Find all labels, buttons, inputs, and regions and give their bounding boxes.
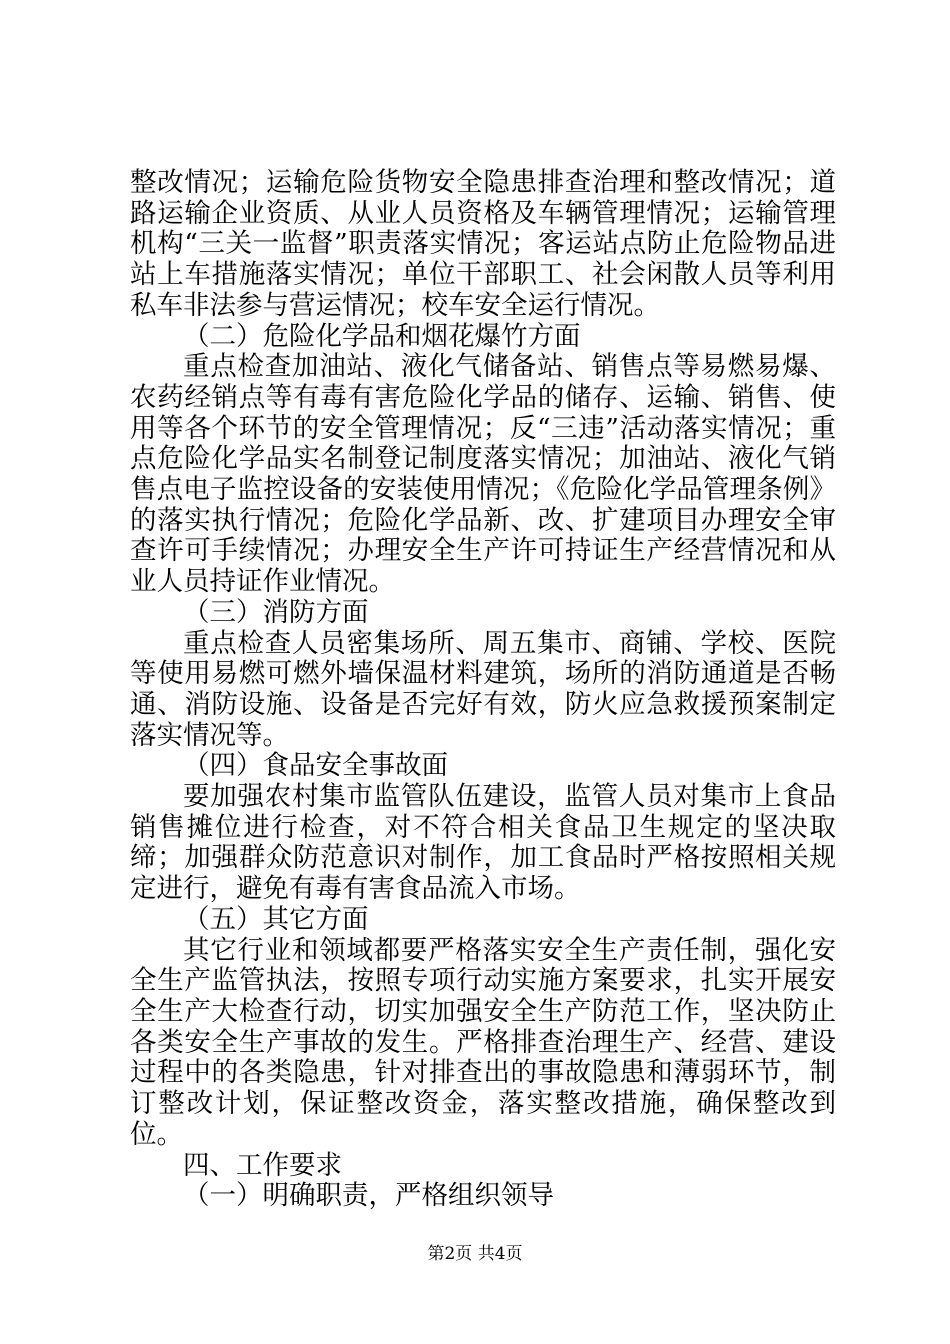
paragraph-food-safety: 要加强农村集市监管队伍建设，监管人员对集市上食品销售摊位进行检查，对不符合相关食品卫生规定的坚决取缔；加强群众防范意识对制作，加工食品时严格按照相关规定进行，避免有毒有害食品流入市场。 xyxy=(130,781,836,905)
subheading-fire-protection: （三）消防方面 xyxy=(183,596,369,628)
section-heading-work-requirements: 四、工作要求 xyxy=(183,1149,342,1181)
subheading-clarify-responsibilities: （一）明确职责，严格组织领导 xyxy=(183,1180,554,1212)
paragraph-hazardous-chemicals: 重点检查加油站、液化气储备站、销售点等易燃易爆、农药经销点等有毒有害危险化学品的储存、运输、销售、使用等各个环节的安全管理情况；反“三违”活动落实情况；重点危险化学品实名制登记制度落实情况；加油站、液化气销售点电子监控设备的安装使用情况；《危险化学品管理条例》的落实执行情况；危险化学品新、改、扩建项目办理安全审查许可手续情况；办理安全生产许可持证生产经营情况和从业人员持证作业情况。 xyxy=(130,351,836,598)
subheading-other-aspects: （五）其它方面 xyxy=(183,903,369,935)
subheading-food-safety: （四）食品安全事故面 xyxy=(183,750,448,782)
paragraph-other-aspects: 其它行业和领域都要严格落实安全生产责任制，强化安全生产监管执法，按照专项行动实施方案要求，扎实开展安全生产大检查行动，切实加强安全生产防范工作，坚决防止各类安全生产事故的发生。严格排查治理生产、经营、建设过程中的各类隐患，针对排查出的事故隐患和薄弱环节，制订整改计划，保证整改资金，落实整改措施，确保整改到位。 xyxy=(130,934,836,1150)
paragraph-continuation: 整改情况；运输危险货物安全隐患排查治理和整改情况；道路运输企业资质、从业人员资格及车辆管理情况；运输管理机构“三关一监督”职责落实情况；客运站点防止危险物品进站上车措施落实情况；单位干部职工、社会闲散人员等利用私车非法参与营运情况；校车安全运行情况。 xyxy=(130,167,836,321)
document-body xyxy=(130,168,836,1212)
subheading-hazardous-chemicals: （二）危险化学品和烟花爆竹方面 xyxy=(183,320,581,352)
paragraph-fire-protection: 重点检查人员密集场所、周五集市、商铺、学校、医院等使用易燃可燃外墙保温材料建筑，场所的消防通道是否畅通、消防设施、设备是否完好有效，防火应急救援预案制定落实情况等。 xyxy=(130,627,836,751)
page-number-footer: 第2页 共4页 xyxy=(427,1244,523,1264)
